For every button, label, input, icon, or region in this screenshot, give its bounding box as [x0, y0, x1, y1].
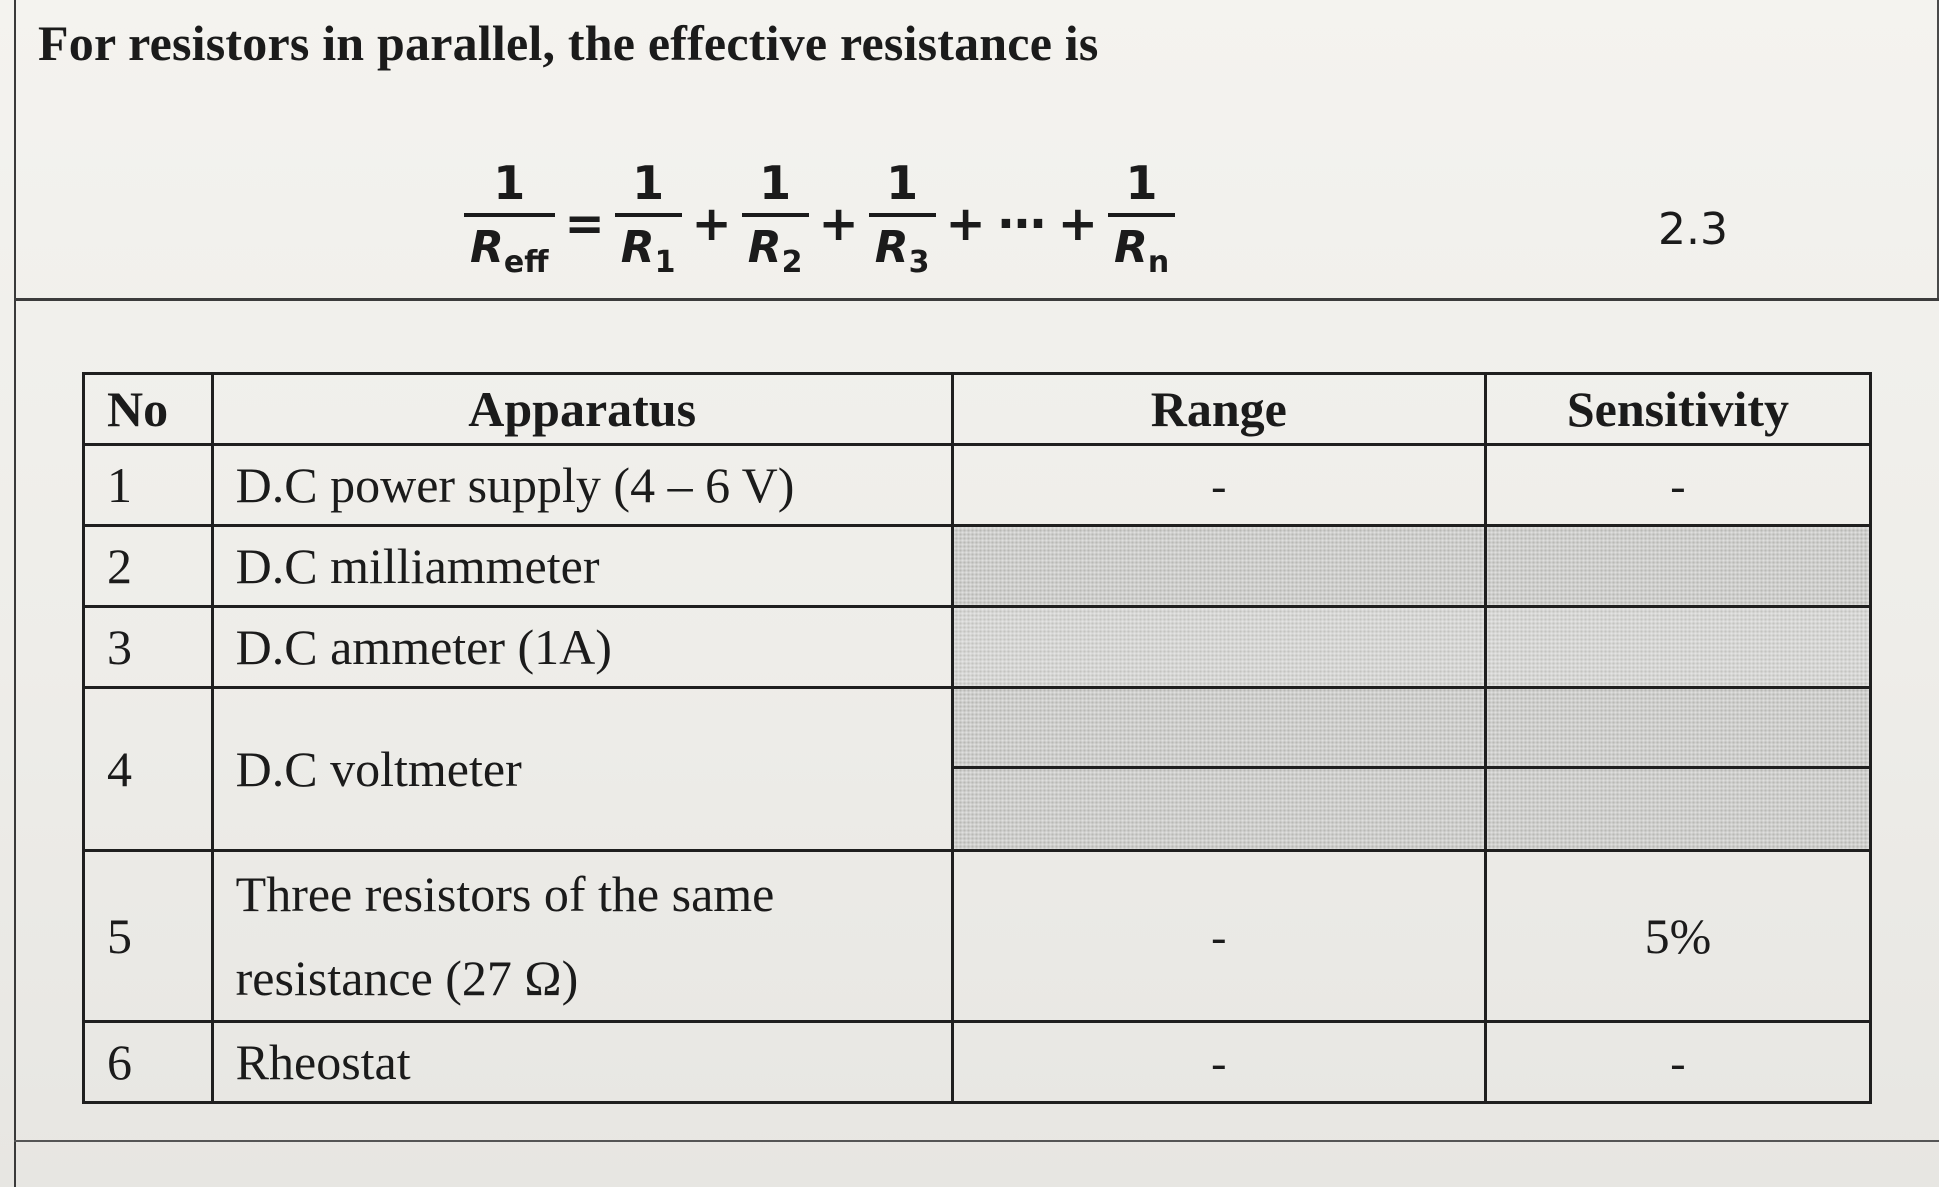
sensitivity-cell-shaded: [1485, 526, 1870, 607]
parallel-resistance-equation: [460, 148, 1179, 298]
table-row: [84, 445, 1871, 526]
term-numerator: 1: [632, 155, 665, 210]
table-row: [84, 851, 1871, 1022]
range-cell: -: [952, 851, 1485, 1022]
row-number: 2: [84, 526, 213, 607]
bottom-rule: [14, 1140, 1939, 1142]
intro-sentence: For resistors in parallel, the effective resistance is: [38, 15, 1099, 71]
table-row: [84, 688, 1871, 851]
table-row: [84, 1022, 1871, 1103]
term-denominator: $R_1$: [615, 213, 682, 292]
range-cell-shaded: [952, 607, 1485, 688]
term-fraction-n: [1104, 155, 1179, 292]
section-divider: [14, 298, 1939, 301]
lhs-fraction: [460, 155, 559, 292]
apparatus-line: Three resistors of the same: [235, 866, 775, 922]
term-denominator: $R_3$: [869, 213, 936, 292]
header-range: Range: [952, 374, 1485, 445]
range-cell: -: [952, 1022, 1485, 1103]
apparatus-cell: [212, 851, 952, 1022]
apparatus-cell: D.C ammeter (1A): [212, 607, 952, 688]
row-number: 4: [84, 688, 213, 851]
sensitivity-cell-shaded: [1485, 607, 1870, 688]
header-sensitivity: Sensitivity: [1485, 374, 1870, 445]
term-fraction-1: [611, 155, 686, 292]
range-cell-shaded: [952, 688, 1485, 851]
range-cell: -: [952, 445, 1485, 526]
table-row: [84, 607, 1871, 688]
apparatus-cell: D.C milliammeter: [212, 526, 952, 607]
lhs-denominator: $R_{eff}$: [464, 213, 555, 292]
row-number: 6: [84, 1022, 213, 1103]
header-no: No: [84, 374, 213, 445]
term-numerator: 1: [1125, 155, 1158, 210]
sensitivity-cell: -: [1485, 1022, 1870, 1103]
plus-sign: +: [945, 196, 986, 252]
term-fraction-2: [738, 155, 813, 292]
table-row: [84, 526, 1871, 607]
plus-sign: +: [818, 196, 859, 252]
sensitivity-cell: -: [1485, 445, 1870, 526]
header-apparatus: Apparatus: [212, 374, 952, 445]
row-number: 5: [84, 851, 213, 1022]
table-header-row: [84, 374, 1871, 445]
apparatus-table: [82, 372, 1872, 1104]
apparatus-cell: D.C voltmeter: [212, 688, 952, 851]
term-denominator: $R_n$: [1108, 213, 1175, 292]
sensitivity-cell: 5%: [1485, 851, 1870, 1022]
plus-sign: +: [1057, 196, 1098, 252]
term-numerator: 1: [886, 155, 919, 210]
sensitivity-cell-shaded: [1485, 688, 1870, 851]
term-fraction-3: [865, 155, 940, 292]
left-margin-rule: [14, 0, 16, 1187]
row-number: 3: [84, 607, 213, 688]
range-cell-shaded: [952, 526, 1485, 607]
apparatus-cell: D.C power supply (4 – 6 V): [212, 445, 952, 526]
term-numerator: 1: [759, 155, 792, 210]
row-number: 1: [84, 445, 213, 526]
ellipsis: ⋯: [997, 196, 1046, 252]
equation-number: 2.3: [1658, 204, 1728, 255]
apparatus-cell: Rheostat: [212, 1022, 952, 1103]
equals-sign: =: [564, 196, 605, 252]
lhs-numerator: 1: [493, 155, 526, 210]
plus-sign: +: [691, 196, 732, 252]
term-denominator: $R_2$: [742, 213, 809, 292]
apparatus-line: resistance (27 Ω): [235, 950, 579, 1006]
